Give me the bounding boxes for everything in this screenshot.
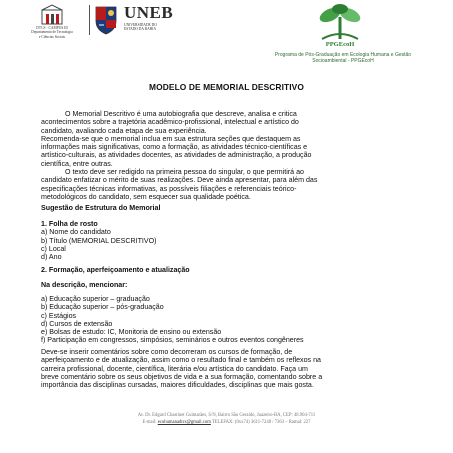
closing-line: aperfeiçoamento e de atualização, assim como o resultado final e também os reflexos na xyxy=(41,356,321,365)
intro-line: especificações técnicas informativas, as possíveis filiações e referenciais teórico- xyxy=(41,184,297,193)
footer-address-block xyxy=(0,412,453,426)
uneb-crest-icon xyxy=(93,3,119,35)
intro-text xyxy=(41,110,414,201)
document-title: MODELO DE MEMORIAL DESCRITIVO xyxy=(149,82,304,92)
structure-heading: Sugestão de Estrutura do Memorial xyxy=(41,204,161,212)
program-name xyxy=(258,52,428,64)
section-1-heading: 1. Folha de rosto xyxy=(41,220,98,228)
dtcs-logo xyxy=(18,4,86,44)
intro-line: artístico-culturais, as atividades docentes, as atividades de administração, a produção xyxy=(41,151,312,160)
closing-line: importância das disciplinas cursadas, maiores dificuldades, disciplinas que mais gosta. xyxy=(41,381,314,390)
dtcs-line-2: Departamento de Tecnologia xyxy=(31,30,73,35)
list-item: f) Participação em congressos, simpósios, seminários e outros eventos congêneres xyxy=(41,336,304,345)
intro-line: acontecimentos sobre a trajetória acadêmico-profissional, intelectual e artístico do xyxy=(41,118,299,127)
list-item: b) Título (MEMORIAL DESCRITIVO) xyxy=(41,236,157,245)
intro-line: candidato, avaliando cada etapa de sua experiência. xyxy=(41,126,207,135)
intro-line: O texto deve ser redigido na primeira pessoa do singular, o que permitirá ao xyxy=(65,168,304,177)
list-item: c) Estágios xyxy=(41,311,77,320)
list-item: d) Ano xyxy=(41,253,62,262)
uneb-subtitle xyxy=(124,23,157,32)
intro-line: metodológicos do candidato, sem esquecer sua qualidade poética. xyxy=(41,192,251,201)
list-item: e) Bolsas de estudo: IC, Monitoria de ensino ou extensão xyxy=(41,328,222,337)
letterhead xyxy=(0,0,453,70)
list-item: d) Cursos de extensão xyxy=(41,319,113,328)
closing-paragraph xyxy=(41,348,414,389)
section-1 xyxy=(41,220,414,261)
footer-email-link[interactable]: ecohumanadtcs@gmail.com xyxy=(157,420,211,425)
closing-line: carreira profissional, docente, científica, literária e/ou artística do candidato. Faça um xyxy=(41,364,308,373)
ppgecoh-label: PPGEcoH xyxy=(325,41,355,48)
mention-heading: Na descrição, mencionar: xyxy=(41,281,128,289)
footer-address: Av. Dr. Edgard Chastinet Guimarães, S/N, Bairro São Geraldo, Juazeiro-BA, CEP: 48.904-711 xyxy=(137,413,316,418)
program-line-1: Programa de Pós-Graduação em Ecologia Humana e Gestão xyxy=(274,52,412,58)
footer-phones: TELEFAX: (0xx74) 3611-7248 / 7363 – Ramal: 227 xyxy=(210,420,311,425)
intro-line: candidato enfatizar o mérito de suas realizações. Deve ainda apresentar, para além das xyxy=(41,176,318,185)
dtcs-line-1: DTCS - CAMPUS III xyxy=(36,26,68,30)
section-2-list xyxy=(41,295,414,345)
footer-email-label: E-mail: xyxy=(142,420,157,425)
header-divider xyxy=(89,5,90,35)
section-2-heading: 2. Formação, aperfeiçoamento e atualização xyxy=(41,266,190,274)
list-item: a) Educação superior – graduação xyxy=(41,295,150,303)
ppgecoh-logo-icon xyxy=(314,3,366,41)
list-item: c) Local xyxy=(41,244,66,253)
intro-line: científica, entre outras. xyxy=(41,159,113,168)
dtcs-line-3: e Ciências Sociais xyxy=(38,34,66,39)
footer-contact xyxy=(0,419,453,426)
intro-line: Recomenda-se que o memorial inclua em sua estrutura seções que destaquem as xyxy=(41,134,301,143)
closing-line: Deve-se inserir comentários sobre como decorreram os cursos de formação, de xyxy=(41,348,293,356)
uneb-logo-title: UNEB xyxy=(124,3,174,22)
dtcs-emblem-icon xyxy=(40,4,64,26)
list-item: a) Nome do candidato xyxy=(41,228,111,237)
intro-line: O Memorial Descritivo é uma autobiografia que descreve, analisa e critica xyxy=(65,110,297,118)
uneb-sub-line-2: ESTADO DA BAHIA xyxy=(124,27,157,32)
uneb-sub-line-1: UNIVERSIDADE DO xyxy=(124,23,157,27)
closing-line: breve comentário sobre os seus objetivos de vida e a sua formação, comentando sobre a xyxy=(41,372,323,381)
intro-line: informações mais significativas, como a formação, as atividades técnico-científicas e xyxy=(41,143,308,152)
program-line-2: Socioambiental - PPGEcoH xyxy=(312,58,374,64)
list-item: b) Educação superior – pós-graduação xyxy=(41,303,164,312)
